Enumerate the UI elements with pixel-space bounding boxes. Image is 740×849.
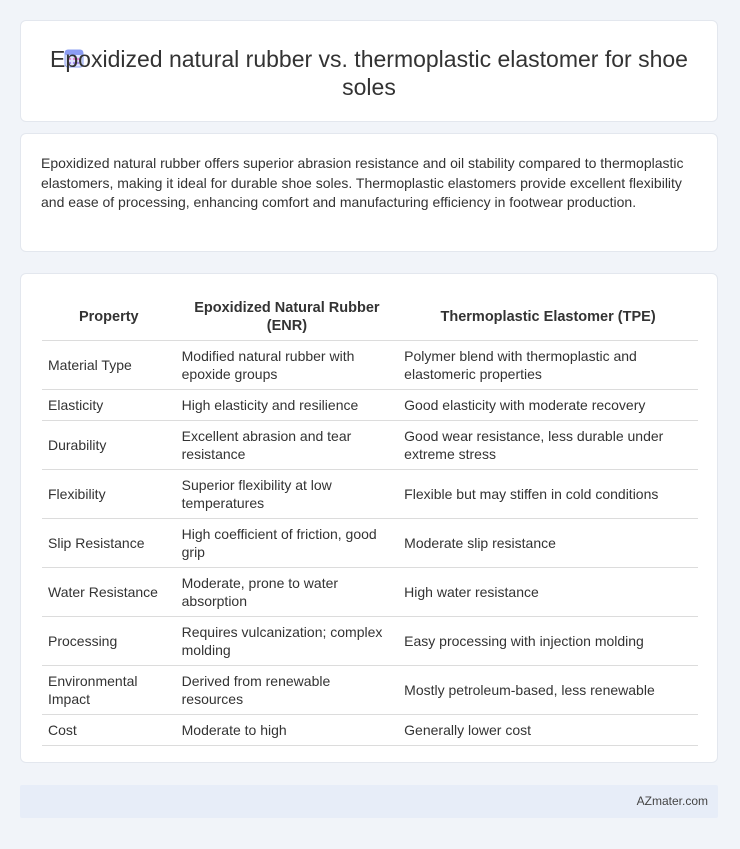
footer-brand[interactable]: AZmater.com — [636, 794, 708, 808]
enr-cell: Modified natural rubber with epoxide groups — [176, 341, 399, 390]
table-row — [42, 421, 698, 470]
comparison-table — [42, 294, 698, 746]
enr-cell: High elasticity and resilience — [176, 390, 399, 421]
property-cell: Flexibility — [42, 470, 176, 519]
table-row — [42, 341, 698, 390]
table-row — [42, 666, 698, 715]
property-cell: Elasticity — [42, 390, 176, 421]
tpe-cell: Polymer blend with thermoplastic and elastomeric properties — [398, 341, 698, 390]
property-cell: Processing — [42, 617, 176, 666]
intro-card — [20, 133, 718, 252]
tpe-cell: Flexible but may stiffen in cold conditions — [398, 470, 698, 519]
property-cell: Durability — [42, 421, 176, 470]
enr-cell: Excellent abrasion and tear resistance — [176, 421, 399, 470]
table-row — [42, 617, 698, 666]
intro-text: Epoxidized natural rubber offers superior abrasion resistance and oil stability compared to thermoplastic elastomers, making it ideal for durable shoe soles. Thermoplastic elastomers provide excellent flexibility and ease of processing, enhancing comfort and manufacturing efficiency in footwear production. — [41, 155, 684, 210]
table-header-row — [42, 294, 698, 341]
enr-cell: Superior flexibility at low temperatures — [176, 470, 399, 519]
footer-bar — [20, 785, 718, 818]
tpe-cell: Good wear resistance, less durable under extreme stress — [398, 421, 698, 470]
table-row — [42, 390, 698, 421]
header-enr: Epoxidized Natural Rubber (ENR) — [176, 294, 399, 341]
table-row — [42, 519, 698, 568]
property-cell: Slip Resistance — [42, 519, 176, 568]
tpe-cell: Good elasticity with moderate recovery — [398, 390, 698, 421]
header-property: Property — [42, 294, 176, 341]
page-title: Epoxidized natural rubber vs. thermoplastic elastomer for shoe soles — [50, 46, 688, 100]
comparison-card — [20, 273, 718, 763]
tpe-cell: Easy processing with injection molding — [398, 617, 698, 666]
property-cell: Environmental Impact — [42, 666, 176, 715]
enr-cell: Requires vulcanization; complex molding — [176, 617, 399, 666]
table-row — [42, 568, 698, 617]
header-tpe: Thermoplastic Elastomer (TPE) — [398, 294, 698, 341]
enr-cell: Moderate to high — [176, 715, 399, 746]
enr-cell: High coefficient of friction, good grip — [176, 519, 399, 568]
tpe-cell: Moderate slip resistance — [398, 519, 698, 568]
property-cell: Material Type — [42, 341, 176, 390]
table-row — [42, 470, 698, 519]
tpe-cell: Generally lower cost — [398, 715, 698, 746]
property-cell: Water Resistance — [42, 568, 176, 617]
property-cell: Cost — [42, 715, 176, 746]
tpe-cell: Mostly petroleum-based, less renewable — [398, 666, 698, 715]
enr-cell: Derived from renewable resources — [176, 666, 399, 715]
title-card — [20, 20, 718, 122]
enr-cell: Moderate, prone to water absorption — [176, 568, 399, 617]
table-row — [42, 715, 698, 746]
tpe-cell: High water resistance — [398, 568, 698, 617]
